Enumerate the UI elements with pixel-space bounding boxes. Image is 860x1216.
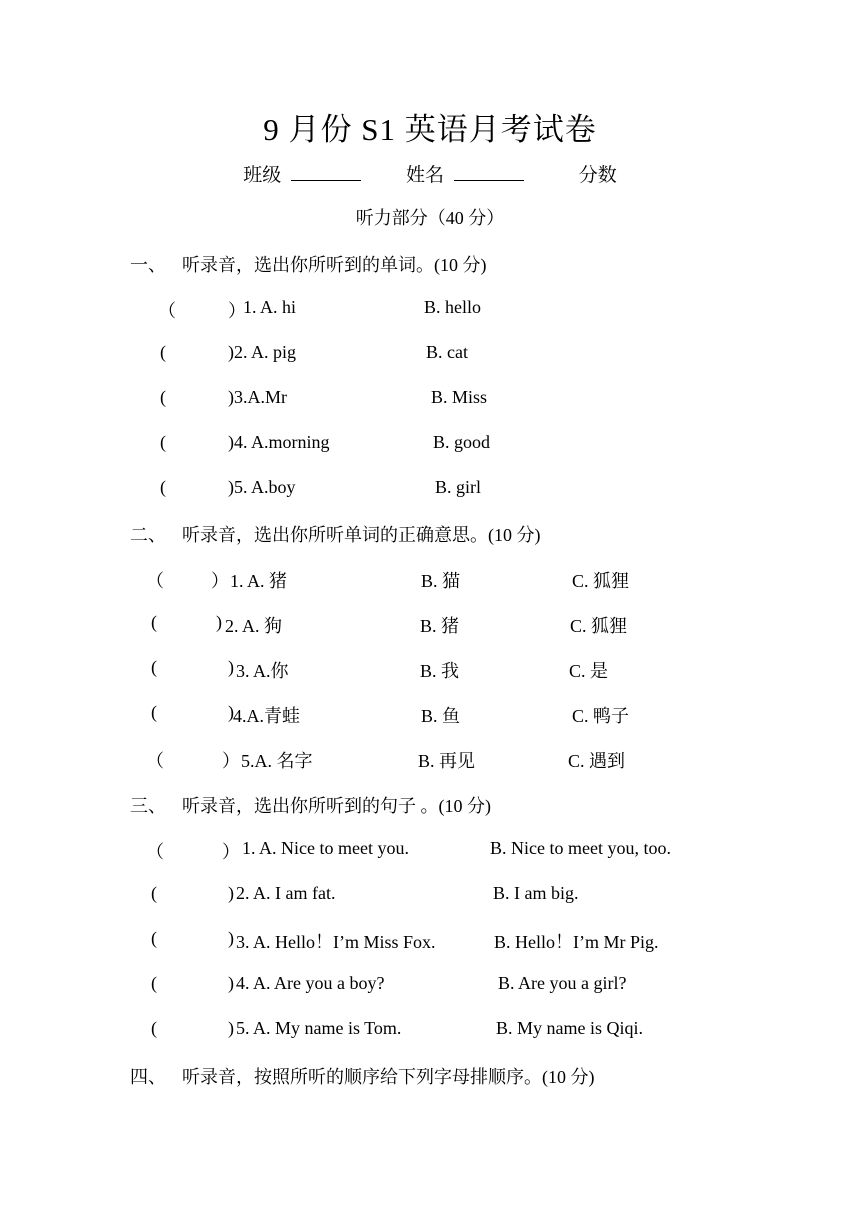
option-c: C. 遇到: [568, 751, 626, 771]
option-a: 4. A. Are you a boy?: [236, 973, 385, 993]
option-a: 5.A. 名字: [241, 751, 313, 771]
answer-bracket-open[interactable]: （: [146, 842, 164, 862]
option-c: C. 是: [569, 661, 609, 681]
section-1-heading: [130, 251, 487, 277]
section-3-heading: [130, 792, 491, 818]
answer-bracket-close: ): [228, 432, 234, 452]
page-title: 9 月份 S1 英语月考试卷: [263, 112, 597, 147]
answer-bracket-open[interactable]: (: [151, 657, 157, 677]
section-title: 听录音，选出你所听到的单词。(10 分): [182, 255, 487, 275]
answer-bracket-open[interactable]: (: [160, 342, 166, 362]
option-a: 3. A.你: [236, 661, 289, 681]
option-b: B. girl: [435, 477, 482, 497]
option-b: B. 我: [420, 661, 460, 681]
option-a: 4.A.青蛙: [233, 706, 300, 726]
section-title: 听录音，选出你所听到的句子 。(10 分): [182, 796, 491, 816]
option-b: B. I am big.: [493, 883, 579, 903]
answer-bracket-close: ): [228, 973, 234, 993]
answer-bracket-open[interactable]: （: [146, 751, 164, 771]
answer-bracket-close: ）: [228, 301, 246, 321]
listening-header: 听力部分（40 分）: [355, 208, 505, 228]
answer-bracket-close: ）: [211, 571, 229, 591]
answer-bracket-close: ): [228, 928, 234, 948]
option-b: B. Are you a girl?: [498, 973, 627, 993]
option-a: 2. A. I am fat.: [236, 883, 336, 903]
section-number: 一、: [130, 255, 166, 275]
student-info: [0, 160, 860, 187]
option-a: 5. A.boy: [234, 477, 296, 497]
name-blank[interactable]: [454, 166, 524, 181]
answer-bracket-close: ): [228, 387, 234, 407]
score-label: 分数: [578, 165, 617, 186]
answer-bracket-open[interactable]: (: [151, 612, 157, 632]
option-b: B. 鱼: [421, 706, 461, 726]
class-label: 班级: [243, 165, 282, 186]
option-a: 5. A. My name is Tom.: [236, 1018, 402, 1038]
section-number: 三、: [130, 796, 166, 816]
answer-bracket-close: ): [228, 702, 234, 722]
name-label: 姓名: [405, 165, 444, 186]
answer-bracket-close: ): [228, 883, 234, 903]
answer-bracket-close: ）: [222, 842, 240, 862]
section-title: 听录音，选出你所听单词的正确意思。(10 分): [182, 525, 541, 545]
option-b: B. 猪: [420, 616, 460, 636]
option-b: B. 猫: [421, 571, 461, 591]
option-b: B. hello: [424, 297, 481, 317]
option-b: B. Hello！I’m Mr Pig.: [494, 932, 659, 952]
option-b: B. cat: [426, 342, 468, 362]
section-number: 四、: [130, 1067, 166, 1087]
section-title: 听录音，按照所听的顺序给下列字母排顺序。(10 分): [182, 1067, 595, 1087]
option-b: B. 再见: [418, 751, 476, 771]
answer-bracket-open[interactable]: (: [151, 883, 157, 903]
option-b: B. Nice to meet you, too.: [490, 838, 671, 858]
answer-bracket-open[interactable]: （: [146, 571, 164, 591]
answer-bracket-close: ): [228, 342, 234, 362]
answer-bracket-close: ): [228, 477, 234, 497]
answer-bracket-open[interactable]: （: [158, 301, 176, 321]
answer-bracket-open[interactable]: (: [151, 928, 157, 948]
option-a: 1. A. Nice to meet you.: [242, 838, 409, 858]
section-2-heading: [130, 521, 541, 547]
option-a: 1. A. 猪: [230, 571, 288, 591]
section-number: 二、: [130, 525, 166, 545]
answer-bracket-open[interactable]: (: [160, 477, 166, 497]
answer-bracket-close: ): [228, 1018, 234, 1038]
option-c: C. 狐狸: [572, 571, 630, 591]
option-a: 3. A. Hello！I’m Miss Fox.: [236, 932, 436, 952]
option-a: 1. A. hi: [243, 297, 297, 317]
class-blank[interactable]: [291, 166, 361, 181]
answer-bracket-close: ): [216, 612, 222, 632]
answer-bracket-open[interactable]: (: [160, 387, 166, 407]
option-c: C. 狐狸: [570, 616, 628, 636]
section-4-heading: [130, 1063, 595, 1089]
option-a: 3.A.Mr: [234, 387, 287, 407]
option-b: B. Miss: [431, 387, 488, 407]
answer-bracket-open[interactable]: (: [151, 973, 157, 993]
answer-bracket-open[interactable]: (: [151, 1018, 157, 1038]
option-a: 4. A.morning: [234, 432, 330, 452]
answer-bracket-close: ）: [222, 751, 240, 771]
option-c: C. 鸭子: [572, 706, 630, 726]
option-b: B. My name is Qiqi.: [496, 1018, 643, 1038]
answer-bracket-open[interactable]: (: [160, 432, 166, 452]
option-a: 2. A. pig: [234, 342, 297, 362]
option-a: 2. A. 狗: [225, 616, 283, 636]
answer-bracket-close: ): [228, 657, 234, 677]
option-b: B. good: [433, 432, 491, 452]
answer-bracket-open[interactable]: (: [151, 702, 157, 722]
